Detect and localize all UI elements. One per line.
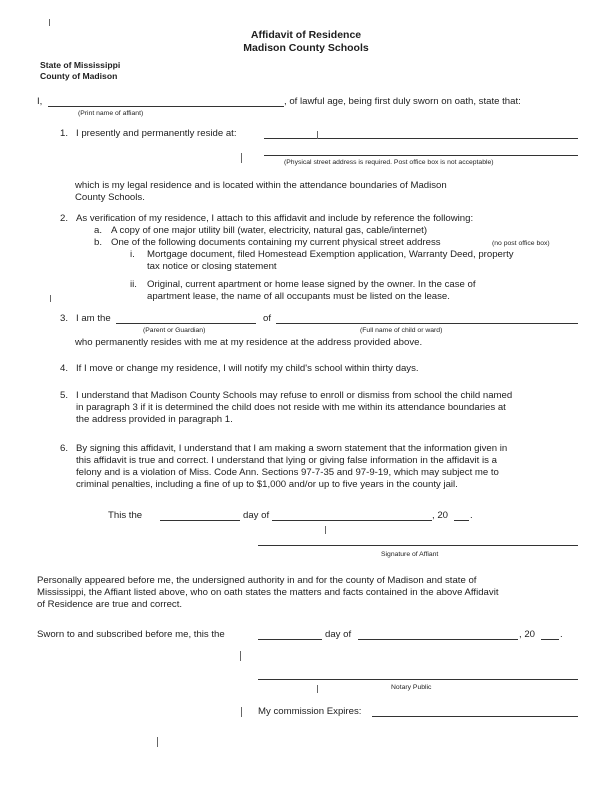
parent-field[interactable] bbox=[116, 323, 256, 324]
p1-continuation-2: County Schools. bbox=[75, 192, 145, 203]
child-name-field[interactable] bbox=[276, 323, 578, 324]
p2-ii-line1: Original, current apartment or home lease signed by the owner. In the case of bbox=[147, 279, 476, 290]
county-label: County of Madison bbox=[40, 71, 118, 81]
p2-text: As verification of my residence, I attach to this affidavit and include by reference the following: bbox=[76, 213, 474, 224]
scan-mark bbox=[241, 707, 242, 717]
p5-line3: the address provided in paragraph 1. bbox=[76, 414, 233, 425]
form-subtitle: Madison County Schools bbox=[243, 42, 369, 54]
p1-text: I presently and permanently reside at: bbox=[76, 128, 237, 139]
p2-a-label: a. bbox=[94, 225, 103, 236]
date-end: . bbox=[470, 510, 473, 521]
scan-mark bbox=[241, 153, 242, 163]
p3-continuation: who permanently resides with me at my residence at the address provided above. bbox=[75, 337, 423, 348]
p2-b-note: (no post office box) bbox=[492, 240, 550, 247]
scan-mark bbox=[240, 651, 241, 661]
commission-label: My commission Expires: bbox=[258, 706, 362, 717]
address-caption: (Physical street address is required. Post office box is not acceptable) bbox=[284, 159, 494, 166]
address-field[interactable] bbox=[264, 138, 578, 139]
year-field[interactable] bbox=[454, 520, 469, 521]
scan-mark bbox=[157, 737, 158, 747]
p6-line1: By signing this affidavit, I understand that I am making a sworn statement that the information given in bbox=[76, 443, 508, 454]
scan-mark bbox=[325, 526, 326, 534]
sworn-end: . bbox=[560, 629, 563, 640]
parent-caption: (Parent or Guardian) bbox=[143, 327, 206, 334]
p2-i-line1: Mortgage document, filed Homestead Exemption application, Warranty Deed, property bbox=[147, 249, 514, 260]
scan-mark bbox=[317, 131, 318, 139]
p6-number: 6. bbox=[60, 443, 69, 454]
p2-b-label: b. bbox=[94, 237, 103, 248]
signature-field[interactable] bbox=[258, 545, 578, 546]
form-title: Affidavit of Residence bbox=[250, 29, 362, 41]
p2-a-text: A copy of one major utility bill (water, electricity, natural gas, cable/internet) bbox=[111, 225, 428, 236]
p2-i-line2: tax notice or closing statement bbox=[147, 261, 277, 272]
month-field[interactable] bbox=[272, 520, 432, 521]
intro-suffix: , of lawful age, being first duly sworn on oath, state that: bbox=[284, 96, 521, 107]
p3-number: 3. bbox=[60, 313, 69, 324]
child-caption: (Full name of child or ward) bbox=[360, 327, 443, 334]
p6-line3: felony and is a violation of Miss. Code Ann. Sections 97-7-35 and 97-9-19, which may subject me to bbox=[76, 467, 499, 478]
notary-caption: Notary Public bbox=[391, 684, 432, 691]
p5-line1: I understand that Madison County Schools may refuse to enroll or dismiss from school the child named bbox=[76, 390, 513, 401]
intro-prefix: I, bbox=[37, 96, 43, 107]
sworn-day-field[interactable] bbox=[258, 639, 322, 640]
day-field[interactable] bbox=[160, 520, 240, 521]
sworn-month-field[interactable] bbox=[358, 639, 518, 640]
p5-number: 5. bbox=[60, 390, 69, 401]
date-year-prefix: , 20 bbox=[432, 510, 449, 521]
p1-continuation-1: which is my legal residence and is located within the attendance boundaries of Madison bbox=[75, 180, 447, 191]
p2-b-text: One of the following documents containing my current physical street address bbox=[111, 237, 441, 248]
scan-mark bbox=[50, 295, 51, 302]
p4-text: If I move or change my residence, I will notify my child's school within thirty days. bbox=[76, 363, 419, 374]
p4-number: 4. bbox=[60, 363, 69, 374]
notary-text-line2: Mississippi, the Affiant listed above, who on oath states the matters and facts contained in the above Affidavit bbox=[37, 587, 499, 598]
p3-prefix: I am the bbox=[76, 313, 111, 324]
p2-i-label: i. bbox=[130, 249, 135, 260]
commission-date-field[interactable] bbox=[372, 716, 578, 717]
notary-text-line1: Personally appeared before me, the undersigned authority in and for the county of Madison and state of bbox=[37, 575, 477, 586]
affiant-caption: (Print name of affiant) bbox=[78, 110, 144, 117]
sworn-year-field[interactable] bbox=[541, 639, 559, 640]
p2-ii-line2: apartment lease, the name of all occupants must be listed on the lease. bbox=[147, 291, 450, 302]
scan-mark bbox=[317, 685, 318, 693]
p2-number: 2. bbox=[60, 213, 69, 224]
date-this-the: This the bbox=[108, 510, 143, 521]
state-label: State of Mississippi bbox=[40, 60, 121, 70]
sworn-prefix: Sworn to and subscribed before me, this the bbox=[37, 629, 225, 640]
p1-number: 1. bbox=[60, 128, 69, 139]
address-field-line2[interactable] bbox=[264, 155, 578, 156]
signature-caption: Signature of Affiant bbox=[381, 551, 439, 558]
p3-of: of bbox=[263, 313, 272, 324]
sworn-day-of: day of bbox=[325, 629, 352, 640]
sworn-year-prefix: , 20 bbox=[519, 629, 536, 640]
affiant-name-field[interactable] bbox=[48, 106, 284, 107]
p2-ii-label: ii. bbox=[130, 279, 137, 290]
p5-line2: in paragraph 3 if it is determined the child does not reside with me within its attendance boundaries at bbox=[76, 402, 506, 413]
date-day-of: day of bbox=[243, 510, 270, 521]
scan-mark bbox=[49, 19, 50, 26]
p6-line4: criminal penalties, including a fine of up to $1,000 and/or up to five years in the county jail. bbox=[76, 479, 458, 490]
notary-signature-field[interactable] bbox=[258, 679, 578, 680]
p6-line2: this affidavit is true and correct. I understand that lying or giving false information in the affidavit is a bbox=[76, 455, 497, 466]
notary-text-line3: of Residence are true and correct. bbox=[37, 599, 183, 610]
